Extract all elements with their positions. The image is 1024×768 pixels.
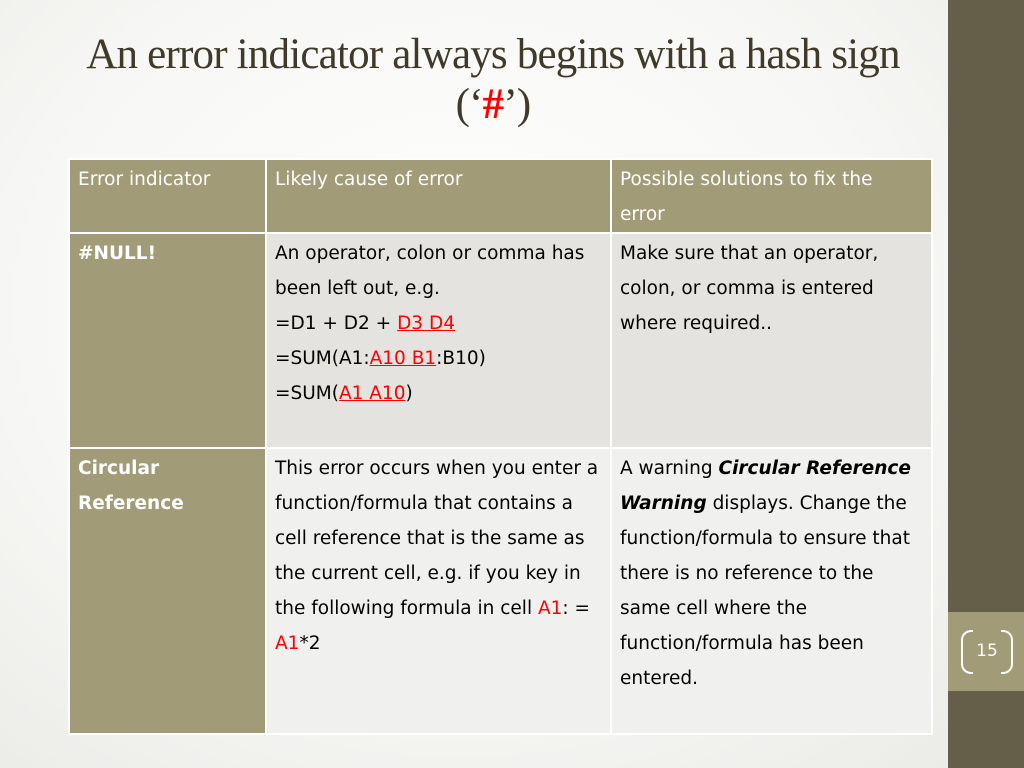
table-row (69, 233, 932, 448)
title-open-paren: (‘ (455, 81, 483, 128)
example-2-text: =SUM(A1: (275, 348, 370, 369)
cause-circular-reference (266, 448, 611, 734)
cause-mid-text: : = (562, 598, 591, 619)
cause-formula-tail: *2 (299, 633, 321, 654)
cause-null-intro: An operator, colon or comma has been left out, e.g. (275, 243, 585, 299)
header-error-indicator: Error indicator (69, 159, 266, 233)
page-number (957, 630, 1017, 672)
title-line1: An error indicator always begins with a hash sign (86, 31, 900, 78)
page-number-value: 15 (976, 641, 998, 661)
cause-cell-ref: A1 (537, 598, 563, 619)
right-brace-icon (1001, 630, 1013, 674)
table-row (69, 448, 932, 734)
error-table (68, 158, 933, 735)
example-2-ref: A10 B1 (369, 348, 437, 369)
left-brace-icon (961, 630, 973, 674)
indicator-null: #NULL! (69, 233, 266, 448)
title-close-paren: ’) (503, 81, 531, 128)
header-likely-cause: Likely cause of error (266, 159, 611, 233)
example-2-tail: :B10) (436, 348, 486, 369)
header-row (69, 159, 932, 233)
solution-circular-reference (611, 448, 932, 734)
example-1-text: =D1 + D2 + (275, 313, 398, 334)
indicator-circular-reference: Circular Reference (69, 448, 266, 734)
solution-circular-pre: A warning (620, 458, 719, 479)
solution-warning-name: Circular Reference Warning (620, 458, 911, 514)
cause-null (266, 233, 611, 448)
cause-circular-text: This error occurs when you enter a function/formula that contains a cell reference that is the same as the current cell, e.g. if you key in the following formula in cell (275, 458, 599, 619)
example-3-tail: ) (405, 383, 413, 404)
title-hash-sign: # (482, 81, 504, 128)
header-possible-solutions: Possible solutions to fix the error (611, 159, 932, 233)
cause-formula-ref: A1 (275, 633, 300, 654)
solution-null: Make sure that an operator, colon, or comma is entered where required.. (611, 233, 932, 448)
solution-circular-post: displays. Change the function/formula to ensure that there is no reference to the same cell where the function/formula has been entered. (620, 493, 910, 689)
example-1-ref: D3 D4 (397, 313, 455, 334)
example-3-text: =SUM( (275, 383, 339, 404)
slide-title (40, 30, 946, 130)
example-3-ref: A1 A10 (338, 383, 406, 404)
